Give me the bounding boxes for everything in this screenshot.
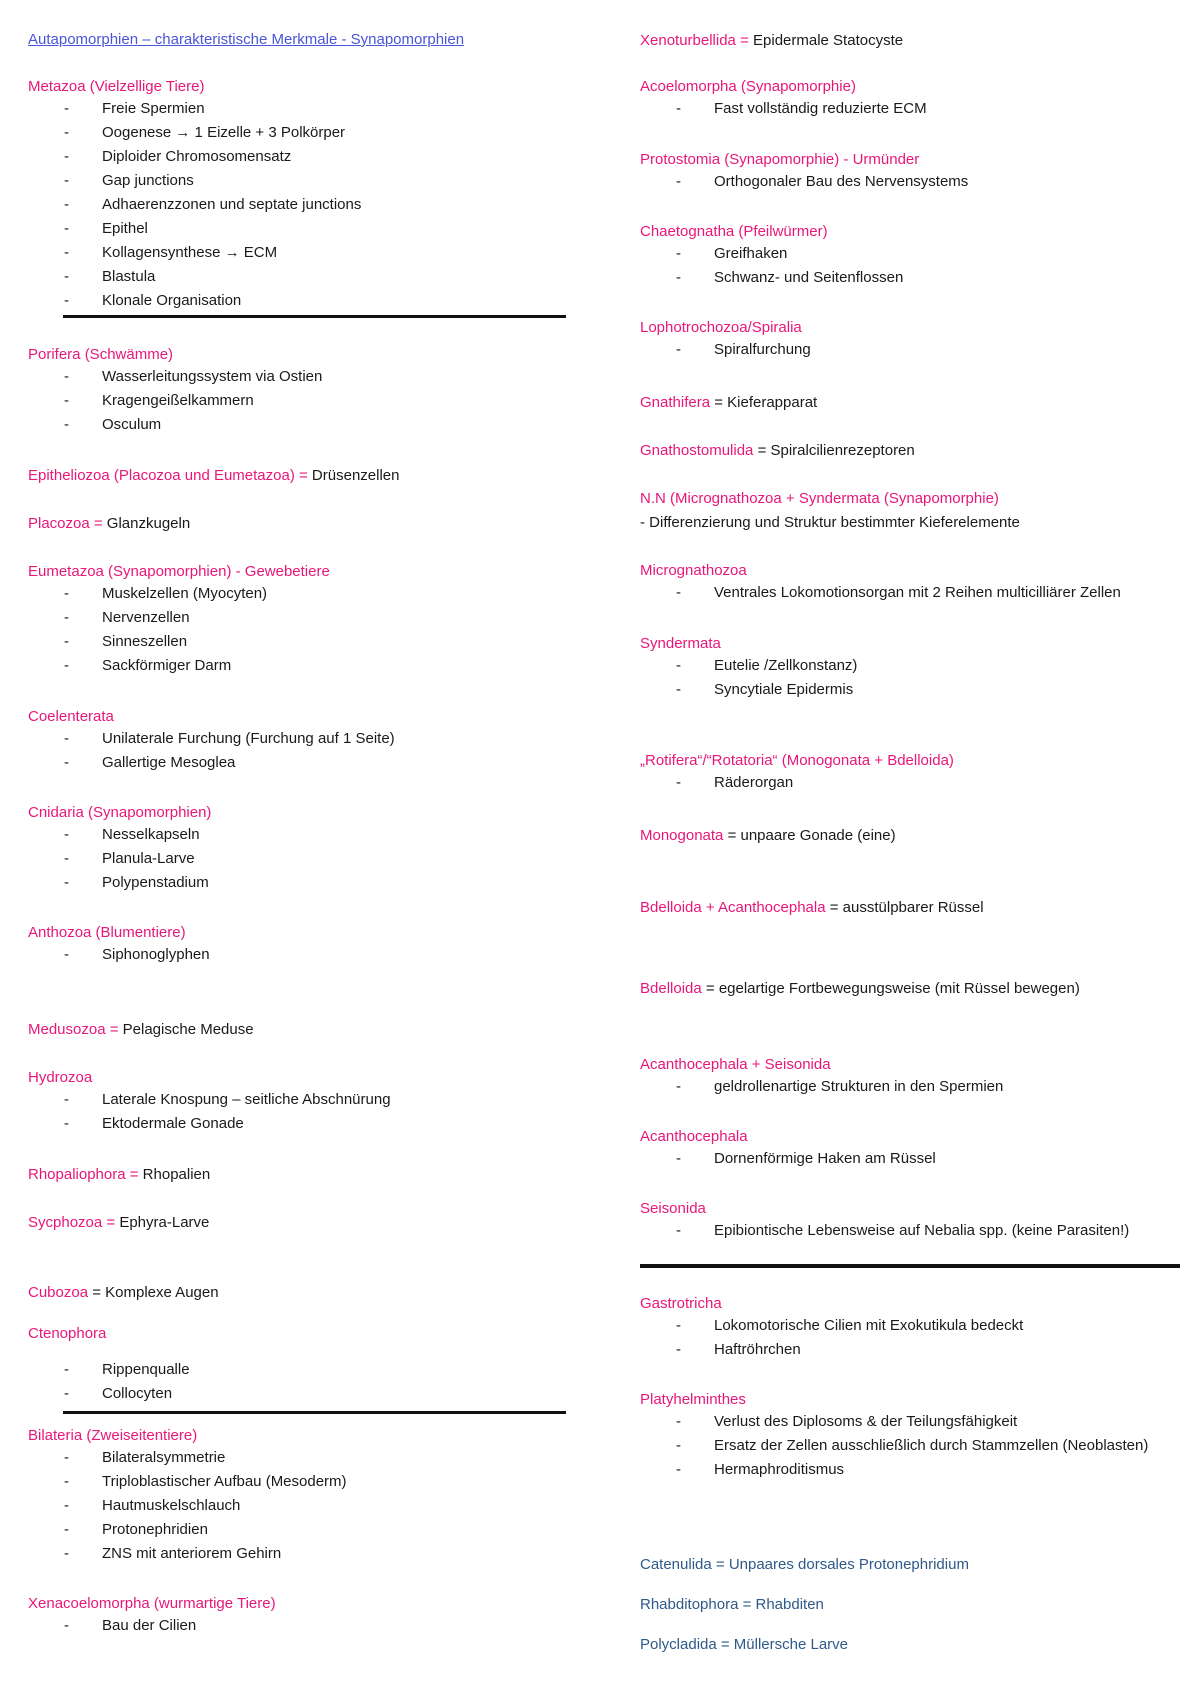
- section-eumetazoa: [28, 562, 568, 678]
- bullet-list: [28, 1358, 568, 1406]
- section-seisonida: [640, 1199, 1180, 1243]
- list-item: - Nesselkapseln: [28, 823, 568, 847]
- bullet-list: [640, 654, 1180, 702]
- bullet-list: [28, 1614, 568, 1638]
- list-item: - Sackförmiger Darm: [28, 654, 568, 678]
- section-heading: Hydrozoa: [28, 1069, 93, 1086]
- list-item: - Syncytiale Epidermis: [640, 678, 1180, 702]
- section-heading: Bilateria (Zweiseitentiere): [28, 1427, 198, 1444]
- list-item: - Sinneszellen: [28, 630, 568, 654]
- section-coelenterata: [28, 707, 568, 775]
- list-item: - Protonephridien: [28, 1518, 568, 1542]
- page-title: Autapomorphien – charakteristische Merkmale - Synapomorphien: [28, 31, 465, 48]
- list-item: - Haftröhrchen: [640, 1338, 1180, 1362]
- bullet-list: [28, 823, 568, 895]
- section-heading: Epitheliozoa (Placozoa und Eumetazoa) =: [28, 467, 308, 484]
- section-micrognathozoa: [640, 561, 1180, 605]
- list-item: - Bau der Cilien: [28, 1614, 568, 1638]
- section-heading: N.N (Micrognathozoa + Syndermata (Synapomorphie): [640, 490, 999, 507]
- section-syndermata: [640, 634, 1180, 702]
- section-rhopaliophora: [28, 1165, 568, 1185]
- list-item: - Bilateralsymmetrie: [28, 1446, 568, 1470]
- section-heading: Coelenterata: [28, 708, 114, 725]
- bullet-list: [28, 943, 568, 967]
- section-heading: Gnathostomulida: [640, 442, 754, 459]
- section-heading: Acanthocephala: [640, 1128, 748, 1145]
- bullet-list: [28, 582, 568, 678]
- list-item: - Kragengeißelkammern: [28, 389, 568, 413]
- bullet-list: [640, 1075, 1180, 1099]
- section-heading: Cubozoa: [28, 1284, 89, 1301]
- section-heading: Gastrotricha: [640, 1295, 722, 1312]
- section-value: = egelartige Fortbewegungsweise (mit Rüssel bewegen): [701, 980, 1080, 997]
- bullet-list: [640, 170, 1180, 194]
- section-heading: Eumetazoa (Synapomorphien) - Gewebetiere: [28, 563, 330, 580]
- section-heading: Ctenophora: [28, 1325, 107, 1342]
- section-anthozoa: [28, 923, 568, 967]
- bullet-list: [28, 365, 568, 437]
- bullet-list: [640, 97, 1180, 121]
- bullet-list: [640, 1219, 1180, 1243]
- list-item: - Hautmuskelschlauch: [28, 1494, 568, 1518]
- list-item: - Orthogonaler Bau des Nervensystems: [640, 170, 1180, 194]
- list-item: - Spiralfurchung: [640, 338, 1180, 362]
- bullet-list: [640, 1314, 1180, 1362]
- section-bdelloida: [640, 979, 1180, 999]
- section-value: Ephyra-Larve: [115, 1214, 210, 1231]
- list-item: - Eutelie /Zellkonstanz): [640, 654, 1180, 678]
- section-heading: Micrognathozoa: [640, 562, 747, 579]
- section-value: = Spiralcilienrezeptoren: [753, 442, 915, 459]
- section-bilateria: [28, 1426, 568, 1566]
- section-heading: Syndermata: [640, 635, 721, 652]
- list-item: - Kollagensynthese → ECM: [28, 241, 568, 265]
- list-item: - Verlust des Diplosoms & der Teilungsfähigkeit: [640, 1410, 1180, 1434]
- section-scyphozoa: [28, 1213, 568, 1233]
- section-medusozoa: [28, 1020, 568, 1040]
- section-heading: Lophotrochozoa/Spiralia: [640, 319, 802, 336]
- section-cubozoa: [28, 1283, 568, 1303]
- bullet-list: [640, 1147, 1180, 1171]
- section-hydrozoa: [28, 1068, 568, 1136]
- section-heading: Cnidaria (Synapomorphien): [28, 804, 212, 821]
- list-item: - Epithel: [28, 217, 568, 241]
- list-item: - Greifhaken: [640, 242, 1180, 266]
- list-item: - Epibiontische Lebensweise auf Nebalia spp. (keine Parasiten!): [640, 1219, 1180, 1243]
- section-heading: Porifera (Schwämme): [28, 346, 174, 363]
- section-gnathifera: [640, 393, 1180, 413]
- bullet-list: [28, 97, 568, 313]
- section-metazoa: [28, 77, 568, 313]
- section-heading: Anthozoa (Blumentiere): [28, 924, 186, 941]
- divider: [63, 1411, 566, 1414]
- list-item: - Wasserleitungssystem via Ostien: [28, 365, 568, 389]
- section-heading: Bdelloida: [640, 980, 702, 997]
- list-item: - ZNS mit anteriorem Gehirn: [28, 1542, 568, 1566]
- section-value: Glanzkugeln: [102, 515, 191, 532]
- section-acanthocephala: [640, 1127, 1180, 1171]
- list-item: - Planula-Larve: [28, 847, 568, 871]
- section-platyhelminthes: [640, 1390, 1180, 1482]
- list-item: - Klonale Organisation: [28, 289, 568, 313]
- bullet-list: [640, 581, 1180, 605]
- section-xenoturbellida: [640, 31, 1180, 51]
- section-acanthocephala-seisonida: [640, 1055, 1180, 1099]
- list-item: - Gap junctions: [28, 169, 568, 193]
- list-item: - Ersatz der Zellen ausschließlich durch Stammzellen (Neoblasten): [640, 1434, 1180, 1458]
- list-item: - Muskelzellen (Myocyten): [28, 582, 568, 606]
- list-item: - Dornenförmige Haken am Rüssel: [640, 1147, 1180, 1171]
- section-lophotrochozoa: [640, 318, 1180, 362]
- list-item: - Ektodermale Gonade: [28, 1112, 568, 1136]
- list-item: - Siphonoglyphen: [28, 943, 568, 967]
- bullet-list: [640, 338, 1180, 362]
- list-item: - Rippenqualle: [28, 1358, 568, 1382]
- divider: [640, 1264, 1180, 1268]
- section-heading: Xenacoelomorpha (wurmartige Tiere): [28, 1595, 276, 1612]
- section-value: Epidermale Statocyste: [748, 32, 904, 49]
- section-rhabditophora: Rhabditophora = Rhabditen: [640, 1596, 824, 1613]
- list-item: - Hermaphroditismus: [640, 1458, 1180, 1482]
- section-heading: Metazoa (Vielzellige Tiere): [28, 78, 205, 95]
- bullet-list: [28, 1446, 568, 1566]
- list-item: - geldrollenartige Strukturen in den Spermien: [640, 1075, 1180, 1099]
- bullet-list: [640, 771, 1180, 795]
- bullet-list: [640, 242, 1180, 290]
- list-item: - Fast vollständig reduzierte ECM: [640, 97, 1180, 121]
- list-item: - Unilaterale Furchung (Furchung auf 1 Seite): [28, 727, 568, 751]
- section-heading: Rhopaliophora =: [28, 1166, 139, 1183]
- section-heading: Medusozoa =: [28, 1021, 119, 1038]
- list-item: - Ventrales Lokomotionsorgan mit 2 Reihen multicilliärer Zellen: [640, 581, 1180, 605]
- list-item: - Schwanz- und Seitenflossen: [640, 266, 1180, 290]
- section-value: Drüsenzellen: [307, 467, 400, 484]
- list-item: - Laterale Knospung – seitliche Abschnürung: [28, 1088, 568, 1112]
- section-heading: Sycphozoa =: [28, 1214, 116, 1231]
- section-nn: [640, 489, 1180, 533]
- section-protostomia: [640, 150, 1180, 194]
- section-value: = Kieferapparat: [710, 394, 818, 411]
- section-epitheliozoa: [28, 466, 568, 486]
- section-acoelomorpha: [640, 77, 1180, 121]
- list-item: - Räderorgan: [640, 771, 1180, 795]
- section-gastrotricha: [640, 1294, 1180, 1362]
- divider: [63, 315, 566, 318]
- section-heading: Chaetognatha (Pfeilwürmer): [640, 223, 828, 240]
- list-item: - Oogenese → 1 Eizelle + 3 Polkörper: [28, 121, 568, 145]
- list-item: - Gallertige Mesoglea: [28, 751, 568, 775]
- section-heading: „Rotifera“/“Rotatoria“ (Monogonata + Bdelloida): [640, 752, 954, 769]
- section-heading: Acoelomorpha (Synapomorphie): [640, 78, 856, 95]
- section-xenacoelomorpha: [28, 1594, 568, 1638]
- section-chaetognatha: [640, 222, 1180, 290]
- section-polycladida: Polycladida = Müllersche Larve: [640, 1636, 849, 1653]
- section-heading: Xenoturbellida =: [640, 32, 749, 49]
- list-item: - Freie Spermien: [28, 97, 568, 121]
- section-heading: Protostomia (Synapomorphie) - Urmünder: [640, 151, 920, 168]
- list-item: - Nervenzellen: [28, 606, 568, 630]
- section-cnidaria: [28, 803, 568, 895]
- section-heading: Placozoa =: [28, 515, 103, 532]
- section-bdelloida-acanthocephala: [640, 898, 1180, 918]
- list-item: - Collocyten: [28, 1382, 568, 1406]
- list-item: - Diploider Chromosomensatz: [28, 145, 568, 169]
- section-heading: Monogonata: [640, 827, 724, 844]
- section-placozoa: [28, 514, 568, 534]
- section-heading: Seisonida: [640, 1200, 706, 1217]
- bullet-list: [28, 1088, 568, 1136]
- bullet-list: [28, 727, 568, 775]
- list-item: - Triploblastischer Aufbau (Mesoderm): [28, 1470, 568, 1494]
- list-item: - Polypenstadium: [28, 871, 568, 895]
- section-catenulida: Catenulida = Unpaares dorsales Protonephridium: [640, 1556, 969, 1573]
- list-item: - Lokomotorische Cilien mit Exokutikula bedeckt: [640, 1314, 1180, 1338]
- section-heading: Acanthocephala + Seisonida: [640, 1056, 831, 1073]
- bullet-list: [640, 1410, 1180, 1482]
- section-rotifera: [640, 751, 1180, 795]
- section-value: = ausstülpbarer Rüssel: [825, 899, 984, 916]
- section-heading: Platyhelminthes: [640, 1391, 746, 1408]
- section-value: = unpaare Gonade (eine): [723, 827, 896, 844]
- section-value: Rhopalien: [138, 1166, 211, 1183]
- section-value: = Komplexe Augen: [88, 1284, 219, 1301]
- section-ctenophora: [28, 1324, 568, 1406]
- section-heading: Bdelloida + Acanthocephala: [640, 899, 826, 916]
- section-value: Pelagische Meduse: [118, 1021, 254, 1038]
- list-item: - Blastula: [28, 265, 568, 289]
- section-value: - Differenzierung und Struktur bestimmter Kieferelemente: [640, 514, 1020, 531]
- section-gnathostomulida: [640, 441, 1180, 461]
- list-item: - Osculum: [28, 413, 568, 437]
- list-item: - Adhaerenzzonen und septate junctions: [28, 193, 568, 217]
- section-heading: Gnathifera: [640, 394, 711, 411]
- section-porifera: [28, 345, 568, 437]
- section-monogonata: [640, 826, 1180, 846]
